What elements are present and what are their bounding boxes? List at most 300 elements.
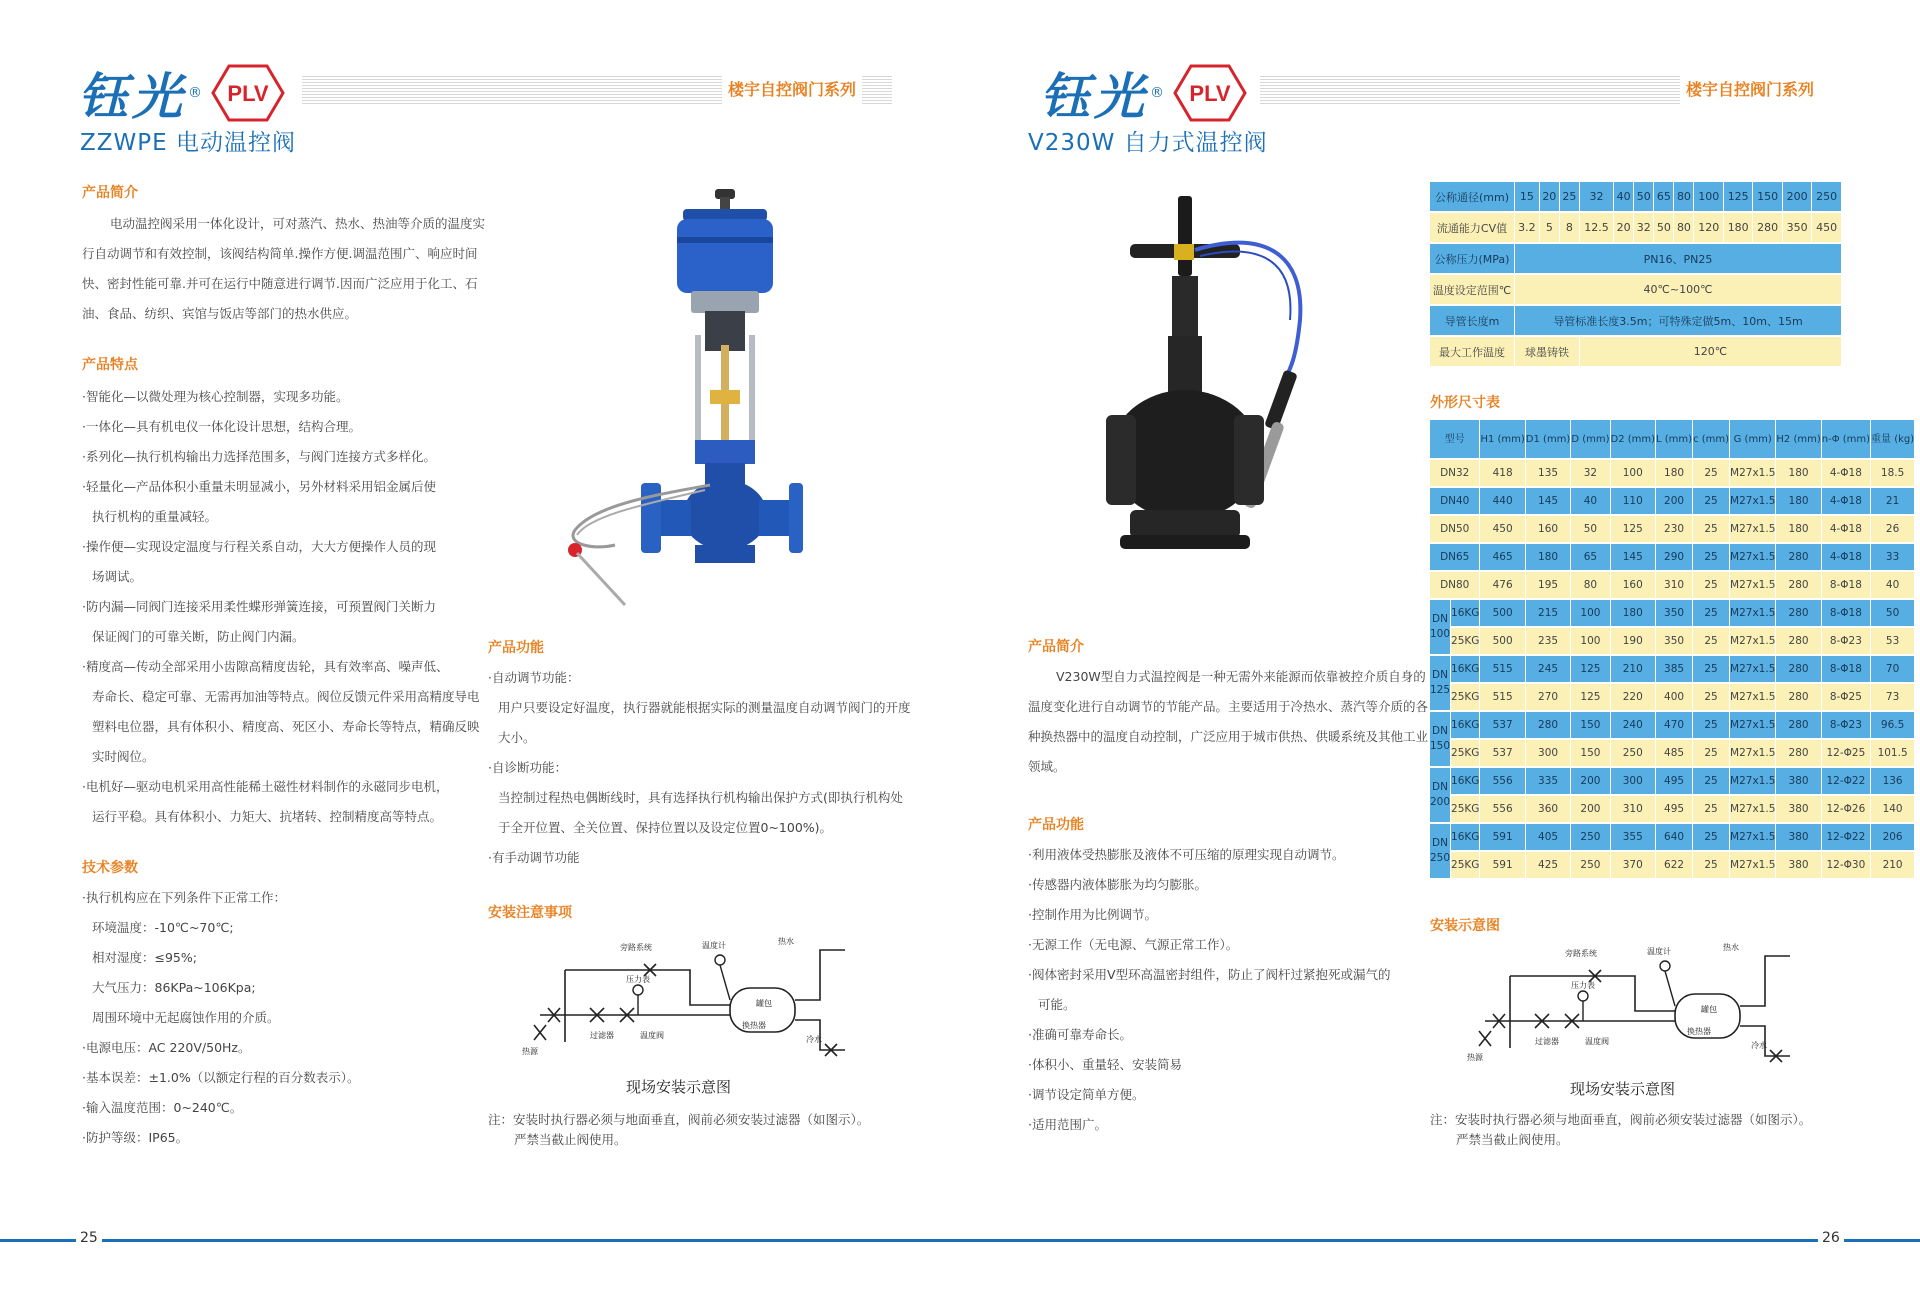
plv-hexagon-icon xyxy=(1172,63,1248,123)
table-cell: M27x1.5 xyxy=(1730,488,1776,514)
dn-size: 250 xyxy=(1430,852,1451,864)
table-cell: 465 xyxy=(1480,544,1525,570)
intro-text: V230W型自力式温控阀是一种无需外来能源而依靠被控介质自身的温度变化进行自动调节的节能产品。主要适用于冷热水、蒸汽等介质的各种换热器中的温度自动控制，广泛应用于城市供热、供暖系统及其他工业领域。 xyxy=(1028,669,1429,774)
installation-diagram xyxy=(520,930,850,1060)
table-cell: 290 xyxy=(1656,544,1693,570)
diagram-label-hot-water: 热水 xyxy=(1723,943,1739,952)
table-cell: 70 xyxy=(1871,656,1915,682)
table-cell: 110 xyxy=(1611,488,1657,514)
series-label: 楼宇自控阀门系列 xyxy=(722,76,862,104)
diagram-label-filter: 过滤器 xyxy=(1535,1037,1559,1046)
table-cell: 180 xyxy=(1776,460,1821,486)
list-item-text: ·控制作用为比例调节。 xyxy=(1028,907,1157,922)
table-cell: 65 xyxy=(1571,544,1610,570)
table-row xyxy=(1430,275,1842,304)
table-cell: 8-Φ18 xyxy=(1822,600,1871,626)
list-item-text: ·自诊断功能： xyxy=(488,760,567,775)
intro-heading: 产品简介 xyxy=(1028,639,1084,655)
list-item-text: 周围环境中无起腐蚀作用的介质。 xyxy=(92,1010,280,1025)
registered-mark: ® xyxy=(1150,85,1164,101)
pressure-gauge-icon xyxy=(633,985,643,995)
table-cell: 25 xyxy=(1693,656,1730,682)
features-heading: 产品特点 xyxy=(82,357,138,373)
list-item-continuation: 可能。 xyxy=(1038,997,1076,1012)
install-note-line-2: 严禁当截止阀使用。 xyxy=(514,1132,627,1147)
table-cell: 80 xyxy=(1571,572,1610,598)
dn-group-cell xyxy=(1430,824,1451,878)
table-cell: 300 xyxy=(1526,740,1572,766)
list-item xyxy=(82,973,487,1003)
list-item-text: ·系列化—执行机构输出力选择范围多，与阀门连接方式多样化。 xyxy=(82,449,436,464)
spec-cell: 450 xyxy=(1812,213,1842,242)
spec-cell: 120 xyxy=(1694,213,1723,242)
list-item xyxy=(1028,900,1428,930)
table-cell: 25KG xyxy=(1451,796,1480,822)
table-cell: 25 xyxy=(1693,824,1730,850)
list-item xyxy=(1028,1050,1428,1080)
list-item xyxy=(1028,960,1428,1020)
table-cell: M27x1.5 xyxy=(1730,628,1776,654)
table-cell: 140 xyxy=(1871,796,1915,822)
function-heading: 产品功能 xyxy=(488,640,544,656)
list-item xyxy=(82,592,487,652)
install-note-line-1: 注：安装时执行器必须与地面垂直，阀前必须安装过滤器（如图示）。 xyxy=(1430,1112,1812,1127)
spec-value: 导管标准长度3.5m；可特殊定做5m、10m、15m xyxy=(1515,306,1842,335)
diagram-label-tank: 罐包 xyxy=(756,999,772,1008)
table-cell: 400 xyxy=(1656,684,1693,710)
intro-heading: 产品简介 xyxy=(82,185,138,201)
table-cell: 8-Φ23 xyxy=(1822,628,1871,654)
table-cell: 73 xyxy=(1871,684,1915,710)
spec-cell: 250 xyxy=(1812,182,1842,211)
list-item-text: ·利用液体受热膨胀及液体不可压缩的原理实现自动调节。 xyxy=(1028,847,1345,862)
table-cell: 125 xyxy=(1571,656,1610,682)
table-cell: 4-Φ18 xyxy=(1822,460,1871,486)
list-item xyxy=(82,772,487,832)
table-cell: 25KG xyxy=(1451,684,1480,710)
table-row xyxy=(1430,572,1915,598)
table-cell: 556 xyxy=(1480,768,1525,794)
column-header: G (mm) xyxy=(1730,420,1776,458)
table-cell: 210 xyxy=(1871,852,1915,878)
thermometer-stem xyxy=(720,965,730,1000)
dn-group-cell xyxy=(1430,656,1451,710)
dn-group-cell xyxy=(1430,600,1451,654)
table-row xyxy=(1430,182,1842,211)
install-note xyxy=(1430,1110,1890,1150)
table-row xyxy=(1430,306,1842,335)
list-item-text: 环境温度：-10℃~70℃; xyxy=(92,920,234,935)
table-cell: 280 xyxy=(1526,712,1572,738)
table-cell: 180 xyxy=(1526,544,1572,570)
table-row xyxy=(1430,684,1915,710)
table-row xyxy=(1430,600,1915,626)
table-cell: 450 xyxy=(1480,516,1525,542)
table-cell: 440 xyxy=(1480,488,1525,514)
table-cell: 8-Φ25 xyxy=(1822,684,1871,710)
spec-label: 导管长度m xyxy=(1430,306,1515,335)
table-cell: 245 xyxy=(1526,656,1572,682)
intro-text: 电动温控阀采用一体化设计，可对蒸汽、热水、热油等介质的温度实行自动调节和有效控制，该阀结构简单.操作方便.调温范围广、响应时间快、密封性能可靠.并可在运行中随意进行调节.因而广泛应用于化工、石油、食品、纺织、宾馆与饭店等部门的热水供应。 xyxy=(82,216,486,321)
table-cell: DN40 xyxy=(1430,488,1480,514)
plv-logo-text: PLV xyxy=(1189,81,1231,106)
dn-label: DN xyxy=(1432,669,1448,681)
spec-cell: 12.5 xyxy=(1580,213,1614,242)
table-cell: 16KG xyxy=(1451,824,1480,850)
table-cell: 210 xyxy=(1611,656,1657,682)
spec-label: 公称压力(MPa) xyxy=(1430,244,1515,273)
list-item-text: ·轻量化—产品体积小重量未明显减小，另外材料采用铝金属后使 xyxy=(82,479,436,494)
table-cell: 180 xyxy=(1776,516,1821,542)
table-cell: M27x1.5 xyxy=(1730,544,1776,570)
table-cell: 25 xyxy=(1693,600,1730,626)
table-row xyxy=(1430,824,1915,850)
list-item-text: 用户只要设定好温度，执行器就能根据实际的测量温度自动调节阀门的开度大小。 xyxy=(498,700,911,745)
table-cell: 53 xyxy=(1871,628,1915,654)
table-cell: 476 xyxy=(1480,572,1525,598)
table-row xyxy=(1430,516,1915,542)
table-cell: 25 xyxy=(1693,544,1730,570)
table-cell: 25 xyxy=(1693,740,1730,766)
table-cell: 25 xyxy=(1693,572,1730,598)
table-cell: 370 xyxy=(1611,852,1657,878)
diagram-label-thermometer: 温度计 xyxy=(1647,947,1671,956)
table-cell: 280 xyxy=(1776,544,1821,570)
table-cell: 190 xyxy=(1611,628,1657,654)
product-title: ZZWPE 电动温控阀 xyxy=(80,130,296,156)
table-cell: 40 xyxy=(1571,488,1610,514)
list-item xyxy=(82,943,487,973)
diagram-label-cold-water: 冷水 xyxy=(806,1035,822,1044)
table-cell: 25 xyxy=(1693,488,1730,514)
table-cell: 310 xyxy=(1611,796,1657,822)
list-item-text: ·体积小、重量轻、安装简易 xyxy=(1028,1057,1182,1072)
table-cell: DN80 xyxy=(1430,572,1480,598)
column-header: 型号 xyxy=(1430,420,1480,458)
diagram-caption: 现场安装示意图 xyxy=(626,1078,732,1096)
valve-icon xyxy=(534,1025,546,1040)
install-heading: 安装注意事项 xyxy=(488,905,572,921)
table-cell: 33 xyxy=(1871,544,1915,570)
list-item-text: ·精度高—传动全部采用小齿隙高精度齿轮，具有效率高、噪声低、 xyxy=(82,659,449,674)
table-row xyxy=(1430,460,1915,486)
install-note-line-1: 注：安装时执行器必须与地面垂直，阀前必须安装过滤器（如图示）。 xyxy=(488,1112,870,1127)
table-row xyxy=(1430,768,1915,794)
table-row xyxy=(1430,244,1842,273)
diagram-label-hx: 换热器 xyxy=(742,1021,766,1030)
table-cell: 4-Φ18 xyxy=(1822,544,1871,570)
column-header: D1 (mm) xyxy=(1526,420,1572,458)
list-item xyxy=(82,442,487,472)
table-cell: 25 xyxy=(1693,796,1730,822)
table-cell: 515 xyxy=(1480,684,1525,710)
table-cell: 21 xyxy=(1871,488,1915,514)
table-cell: 280 xyxy=(1776,600,1821,626)
table-cell: 425 xyxy=(1526,852,1572,878)
table-cell: 591 xyxy=(1480,824,1525,850)
table-cell: 25 xyxy=(1693,768,1730,794)
table-row xyxy=(1430,544,1915,570)
list-item-text: ·自动调节功能： xyxy=(488,670,580,685)
brand-name: 钰光 xyxy=(78,67,186,126)
table-cell: 350 xyxy=(1656,628,1693,654)
dn-group-cell xyxy=(1430,768,1451,822)
table-cell: 8-Φ18 xyxy=(1822,572,1871,598)
right-page xyxy=(960,0,1920,1310)
tech-list xyxy=(82,883,487,1153)
tech-heading: 技术参数 xyxy=(82,860,138,876)
list-item-text: ·防护等级：IP65。 xyxy=(82,1130,189,1145)
function-heading: 产品功能 xyxy=(1028,817,1084,833)
spec-cell: 150 xyxy=(1753,182,1782,211)
table-cell: M27x1.5 xyxy=(1730,852,1776,878)
function-list xyxy=(488,663,913,873)
table-cell: 640 xyxy=(1656,824,1693,850)
table-cell: 495 xyxy=(1656,768,1693,794)
table-cell: 16KG xyxy=(1451,768,1480,794)
table-cell: 310 xyxy=(1656,572,1693,598)
table-row xyxy=(1430,488,1915,514)
spec-cell: 20 xyxy=(1614,213,1634,242)
table-cell: 220 xyxy=(1611,684,1657,710)
table-cell: 280 xyxy=(1776,712,1821,738)
table-cell: M27x1.5 xyxy=(1730,572,1776,598)
table-cell: 556 xyxy=(1480,796,1525,822)
diagram-label-pressure-gauge: 压力表 xyxy=(626,975,650,984)
column-header: D (mm) xyxy=(1571,420,1610,458)
list-item xyxy=(82,1123,487,1153)
brand-logo xyxy=(78,58,286,128)
list-item xyxy=(488,693,913,753)
list-item-text: ·调节设定简单方便。 xyxy=(1028,1087,1145,1102)
list-item xyxy=(82,1063,487,1093)
table-cell: 537 xyxy=(1480,712,1525,738)
spec-cell: 25 xyxy=(1560,182,1580,211)
spec-cell: 125 xyxy=(1724,182,1753,211)
dn-size: 100 xyxy=(1430,628,1451,640)
dn-size: 200 xyxy=(1430,796,1451,808)
features-list xyxy=(82,382,487,832)
table-cell: 4-Φ18 xyxy=(1822,516,1871,542)
install-note xyxy=(488,1110,928,1150)
table-cell: 125 xyxy=(1611,516,1657,542)
list-item xyxy=(82,1003,487,1033)
list-item-continuation: 场调试。 xyxy=(92,569,143,584)
table-cell: M27x1.5 xyxy=(1730,460,1776,486)
spec-cell: 100 xyxy=(1694,182,1723,211)
list-item-text: 大气压力：86KPa~106Kpa; xyxy=(92,980,256,995)
dn-label: DN xyxy=(1432,781,1448,793)
table-cell: 200 xyxy=(1571,768,1610,794)
list-item-continuation: 保证阀门的可靠关断，防止阀门内漏。 xyxy=(92,629,305,644)
list-item xyxy=(1028,930,1428,960)
table-cell: M27x1.5 xyxy=(1730,712,1776,738)
table-cell: M27x1.5 xyxy=(1730,824,1776,850)
table-cell: 25 xyxy=(1693,628,1730,654)
page-number: 26 xyxy=(1818,1230,1844,1246)
list-item-text: ·准确可靠寿命长。 xyxy=(1028,1027,1132,1042)
spec-cell: 350 xyxy=(1783,213,1812,242)
table-cell: 100 xyxy=(1611,460,1657,486)
list-item-text: ·一体化—具有机电仪一体化设计思想，结构合理。 xyxy=(82,419,361,434)
footer-line xyxy=(960,1239,1920,1242)
table-cell: 350 xyxy=(1656,600,1693,626)
list-item xyxy=(82,412,487,442)
diagram-label-bypass: 旁路系统 xyxy=(1565,949,1597,958)
table-row xyxy=(1430,740,1915,766)
list-item-continuation: 寿命长、稳定可靠、无需再加油等特点。阀位反馈元件采用高精度导电塑料电位器，具有体积小、精度高、死区小、寿命长等特点，精确反映实时阀位。 xyxy=(92,689,480,764)
table-cell: 385 xyxy=(1656,656,1693,682)
table-cell: M27x1.5 xyxy=(1730,600,1776,626)
table-cell: M27x1.5 xyxy=(1730,796,1776,822)
table-cell: M27x1.5 xyxy=(1730,768,1776,794)
spec-label: 公称通径(mm) xyxy=(1430,182,1515,211)
table-cell: 280 xyxy=(1776,656,1821,682)
table-cell: 8-Φ23 xyxy=(1822,712,1871,738)
table-cell: 470 xyxy=(1656,712,1693,738)
table-row xyxy=(1430,712,1915,738)
table-cell: 380 xyxy=(1776,768,1821,794)
table-cell: 515 xyxy=(1480,656,1525,682)
table-cell: M27x1.5 xyxy=(1730,656,1776,682)
install-note-line-2: 严禁当截止阀使用。 xyxy=(1456,1132,1569,1147)
table-cell: 160 xyxy=(1611,572,1657,598)
diagram-label-thermometer: 温度计 xyxy=(702,941,726,950)
spec-label: 流通能力CV值 xyxy=(1430,213,1515,242)
spec-cell: 200 xyxy=(1783,182,1812,211)
table-cell: 200 xyxy=(1571,796,1610,822)
dn-label: DN xyxy=(1432,837,1448,849)
table-cell: DN50 xyxy=(1430,516,1480,542)
registered-mark: ® xyxy=(188,85,202,101)
table-cell: 250 xyxy=(1571,824,1610,850)
table-cell: 50 xyxy=(1571,516,1610,542)
list-item xyxy=(82,472,487,532)
list-item xyxy=(82,883,487,913)
list-item-text: ·防内漏—同阀门连接采用柔性蝶形弹簧连接，可预置阀门关断力 xyxy=(82,599,436,614)
list-item xyxy=(488,753,913,783)
table-cell: 25KG xyxy=(1451,740,1480,766)
table-row xyxy=(1430,337,1842,366)
table-cell: 160 xyxy=(1526,516,1572,542)
diagram-label-hx: 换热器 xyxy=(1687,1027,1711,1036)
dn-size: 150 xyxy=(1430,740,1451,752)
plv-hexagon-icon xyxy=(210,63,286,123)
list-item-text: 当控制过程热电偶断线时，具有选择执行机构输出保护方式(即执行机构处于全开位置、全关位置、保持位置以及设定位置0~100%)。 xyxy=(498,790,903,835)
list-item xyxy=(1028,1020,1428,1050)
list-item-text: ·执行机构应在下列条件下正常工作： xyxy=(82,890,286,905)
list-item xyxy=(82,382,487,412)
table-cell: 195 xyxy=(1526,572,1572,598)
spec-value: 120℃ xyxy=(1580,337,1842,366)
table-cell: M27x1.5 xyxy=(1730,684,1776,710)
table-cell: 622 xyxy=(1656,852,1693,878)
plv-logo-text: PLV xyxy=(227,81,269,106)
table-cell: 4-Φ18 xyxy=(1822,488,1871,514)
table-cell: 180 xyxy=(1656,460,1693,486)
thermometer-icon xyxy=(1660,961,1670,971)
list-item-text: ·传感器内液体膨胀为均匀膨胀。 xyxy=(1028,877,1207,892)
table-cell: DN65 xyxy=(1430,544,1480,570)
spec-body-material: 球墨铸铁 xyxy=(1515,337,1580,366)
spec-value: PN16、PN25 xyxy=(1515,244,1842,273)
diagram-label-temp-valve: 温度阀 xyxy=(1585,1037,1609,1046)
spec-value: 40℃~100℃ xyxy=(1515,275,1842,304)
spec-cell: 20 xyxy=(1540,182,1560,211)
table-header-row xyxy=(1430,420,1915,458)
table-cell: 250 xyxy=(1611,740,1657,766)
table-cell: 280 xyxy=(1776,628,1821,654)
self-operated-valve-image xyxy=(1090,190,1370,570)
table-cell: 25 xyxy=(1693,712,1730,738)
diagram-label-pressure-gauge: 压力表 xyxy=(1571,981,1595,990)
table-cell: 418 xyxy=(1480,460,1525,486)
page-number: 25 xyxy=(76,1230,102,1246)
list-item-text: ·电机好—驱动电机采用高性能稀土磁性材料制作的永磁同步电机， xyxy=(82,779,449,794)
table-cell: 380 xyxy=(1776,852,1821,878)
table-cell: 136 xyxy=(1871,768,1915,794)
dn-group-cell xyxy=(1430,712,1451,766)
column-header: D2 (mm) xyxy=(1611,420,1657,458)
diagram-label-bypass: 旁路系统 xyxy=(620,943,652,952)
table-row xyxy=(1430,656,1915,682)
diagram-label-filter: 过滤器 xyxy=(590,1031,614,1040)
list-item-text: ·输入温度范围：0~240℃。 xyxy=(82,1100,243,1115)
pressure-gauge-icon xyxy=(1578,991,1588,1001)
table-cell: 380 xyxy=(1776,796,1821,822)
table-cell: 180 xyxy=(1611,600,1657,626)
table-cell: 16KG xyxy=(1451,600,1480,626)
dn-label: DN xyxy=(1432,613,1448,625)
table-row xyxy=(1430,852,1915,878)
dn-size: 125 xyxy=(1430,684,1451,696)
installation-diagram xyxy=(1465,936,1795,1066)
table-cell: 32 xyxy=(1571,460,1610,486)
list-item-text: ·基本误差：±1.0%（以额定行程的百分数表示）。 xyxy=(82,1070,360,1085)
table-cell: 495 xyxy=(1656,796,1693,822)
table-cell: 150 xyxy=(1571,712,1610,738)
column-header: n-Φ (mm) xyxy=(1822,420,1871,458)
column-header: L (mm) xyxy=(1656,420,1693,458)
list-item-text: ·无源工作（无电源、气源正常工作）。 xyxy=(1028,937,1239,952)
table-cell: 180 xyxy=(1776,488,1821,514)
table-cell: 100 xyxy=(1571,600,1610,626)
table-cell: 18.5 xyxy=(1871,460,1915,486)
list-item xyxy=(82,913,487,943)
list-item-text: ·智能化—以微处理为核心控制器，实现多功能。 xyxy=(82,389,349,404)
spec-cell: 80 xyxy=(1674,213,1694,242)
table-cell: 135 xyxy=(1526,460,1572,486)
table-cell: 537 xyxy=(1480,740,1525,766)
diagram-label-steam: 热源 xyxy=(522,1047,538,1056)
table-cell: M27x1.5 xyxy=(1730,516,1776,542)
diagram-label-cold-water: 冷水 xyxy=(1751,1041,1767,1050)
list-item xyxy=(1028,870,1428,900)
table-row xyxy=(1430,213,1842,242)
table-cell: 50 xyxy=(1871,600,1915,626)
column-header: 重量 (kg) xyxy=(1871,420,1915,458)
dims-heading: 外形尺寸表 xyxy=(1430,395,1500,411)
dimension-table xyxy=(1430,418,1915,880)
diagram-label-temp-valve: 温度阀 xyxy=(640,1031,664,1040)
column-header: H2 (mm) xyxy=(1776,420,1821,458)
diagram-label-tank: 罐包 xyxy=(1701,1005,1717,1014)
table-cell: 270 xyxy=(1526,684,1572,710)
list-item xyxy=(82,1093,487,1123)
table-cell: 101.5 xyxy=(1871,740,1915,766)
table-cell: 25KG xyxy=(1451,852,1480,878)
spec-cell: 280 xyxy=(1753,213,1782,242)
